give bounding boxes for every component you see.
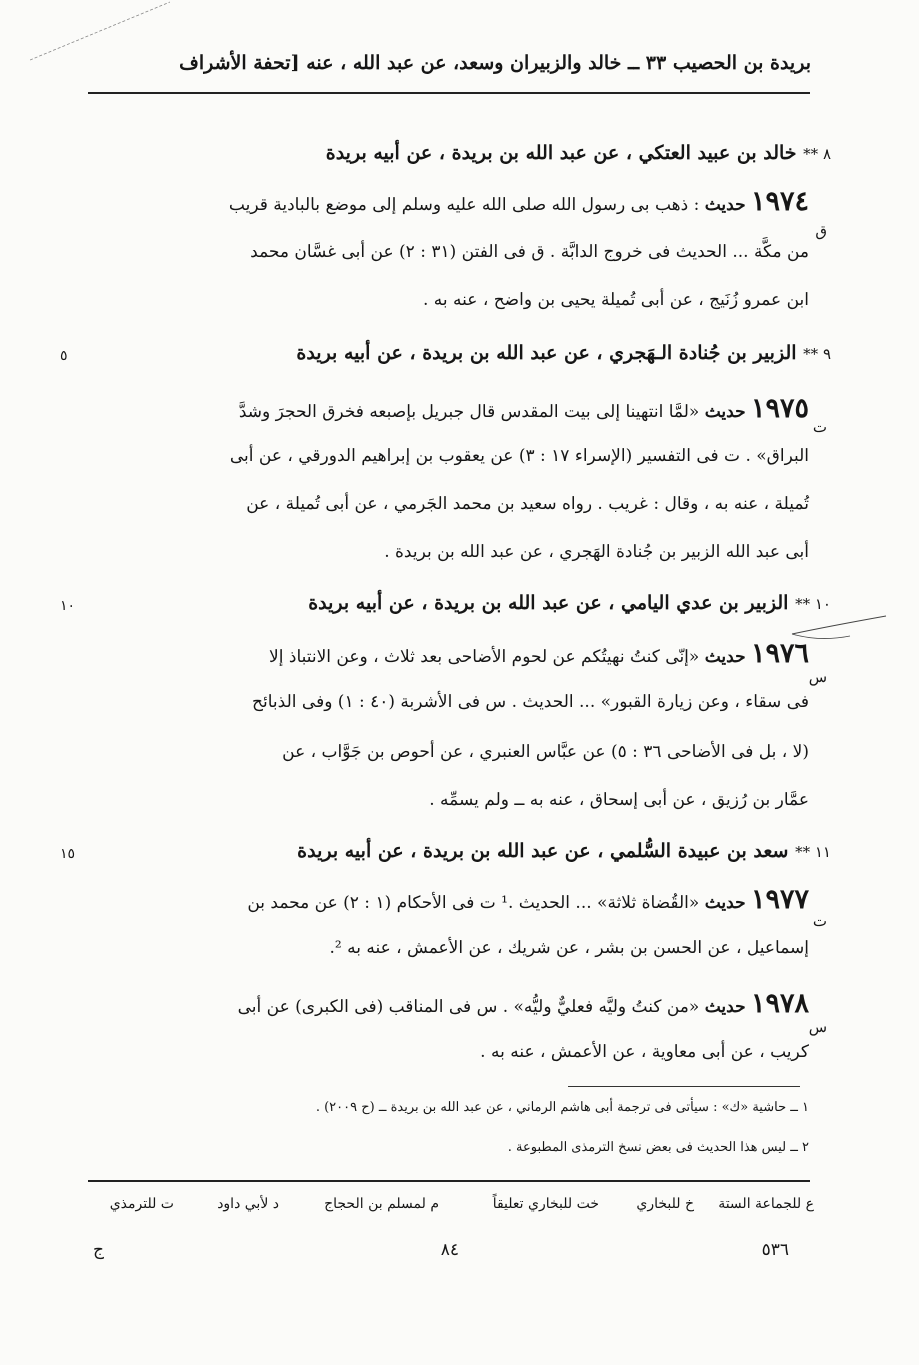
- hadith-label: حديث: [704, 647, 746, 667]
- section-title: خالد بن عبيد العتكي ، عن عبد الله بن بريدة ، عن أبيه بريدة: [325, 142, 797, 164]
- source-siglum: س: [808, 1018, 827, 1036]
- abbreviation-item: ع للجماعة الستة: [718, 1196, 814, 1212]
- volume-letter: ج: [93, 1240, 104, 1260]
- hadith-1977-line-2: إسماعيل ، عن الحسن بن بشر ، عن شريك ، عن الأعمش ، عنه به ².: [329, 938, 809, 958]
- hadith-1975-line-4: أبى عبد الله الزبير بن جُنادة الهَجري ، عن عبد الله بن بريدة .: [384, 542, 809, 562]
- abbreviation-item: ت للترمذي: [109, 1196, 174, 1212]
- hadith-1978-line-2: كريب ، عن أبى معاوية ، عن الأعمش ، عنه به .: [480, 1042, 809, 1062]
- abbreviation-item: خت للبخاري تعليقاً: [492, 1196, 599, 1212]
- hadith-1978-line-1: [238, 988, 809, 1019]
- footnote-rule: [568, 1086, 800, 1087]
- hadith-label: حديث: [704, 195, 746, 215]
- header-rule: [88, 92, 810, 94]
- abbreviation-item: م لمسلم بن الحجاج: [324, 1196, 439, 1212]
- hadith-number: ١٩٧٤: [750, 186, 809, 217]
- hadith-text: «القُضاة ثلاثة» ... الحديث .¹ ت فى الأحكام (١ : ٢) عن محمد بن: [247, 893, 700, 913]
- hadith-1975-line-1: [239, 393, 809, 424]
- line-margin-number: ١٠: [60, 598, 76, 614]
- hadith-text: : ذهب بى رسول الله صلى الله عليه وسلم إلى موضع بالبادية قريب: [228, 195, 700, 215]
- hadith-number: ١٩٧٥: [750, 393, 809, 424]
- page-number-right: ٥٣٦: [761, 1240, 789, 1260]
- source-siglum: ت: [812, 912, 827, 930]
- hadith-text: «إنّى كنتُ نهيتُكم عن لحوم الأضاحى بعد ثلاث ، وعن الانتباذ إلا: [269, 647, 700, 667]
- section-9-heading: [296, 342, 831, 364]
- page-number-center: ٨٤: [440, 1240, 459, 1260]
- hadith-1975-line-3: تُميلة ، عنه به ، وقال : غريب . رواه سعيد بن محمد الجَرمي ، عن أبى تُميلة ، عن: [246, 494, 809, 514]
- pencil-scratch-mark: [30, 0, 170, 70]
- section-title: الزبير بن جُنادة الـهَجري ، عن عبد الله بن بريدة ، عن أبيه بريدة: [296, 342, 797, 364]
- abbreviation-item: د لأبي داود: [217, 1196, 279, 1212]
- footnote-2: ٢ ــ ليس هذا الحديث فى بعض نسخ الترمذى المطبوعة .: [507, 1140, 809, 1155]
- hadith-text: «لمَّا انتهينا إلى بيت المقدس قال جبريل بإصبعه فخرق الحجرَ وشدَّ: [238, 402, 700, 422]
- hadith-1976-line-3: (لا ، بل فى الأضاحى ٣٦ : ٥) عن عبَّاس العنبري ، عن أحوص بن جَوَّاب ، عن: [282, 742, 809, 762]
- hadith-1974-line-3: ابن عمرو زُنَيج ، عن أبى تُميلة يحيى بن واضح ، عنه به .: [422, 290, 809, 310]
- hadith-number: ١٩٧٦: [750, 638, 809, 669]
- abbreviation-item: خ للبخاري: [636, 1196, 694, 1212]
- section-title: الزبير بن عدي اليامي ، عن عبد الله بن بريدة ، عن أبيه بريدة: [308, 592, 789, 614]
- hadith-label: حديث: [704, 402, 746, 422]
- hadith-1976-line-2: فى سقاء ، وعن زيارة القبور» ... الحديث . س فى الأشربة (٤٠ : ١) وفى الذبائح: [252, 692, 809, 712]
- hadith-text: «من كنتُ وليَّه فعليٌّ وليُّه» . س فى المناقب (فى الكبرى) عن أبى: [237, 997, 700, 1017]
- section-10-heading: [308, 592, 831, 614]
- footnote-1: ١ ــ حاشية «ك» : سيأتى فى ترجمة أبى هاشم الرماني ، عن عبد الله بن بريدة ــ (ح ٢٠٠٩) .: [315, 1100, 809, 1115]
- running-header: بريدة بن الحصيب ٣٣ ــ خالد والزبيران وسعد، عن عبد الله ، عنه [تحفة الأشراف: [179, 52, 811, 74]
- section-number: ١١ **: [795, 843, 831, 861]
- section-number: ١٠ **: [795, 595, 831, 613]
- section-8-heading: [326, 142, 831, 164]
- section-number: ٩ **: [803, 345, 831, 363]
- section-11-heading: [297, 840, 831, 862]
- hadith-1975-line-2: البراق» . ت فى التفسير (الإسراء ١٧ : ٣) عن يعقوب بن إبراهيم الدورقي ، عن أبى: [229, 446, 809, 466]
- hadith-1976-line-4: عمَّار بن رُزيق ، عن أبى إسحاق ، عنه به ــ ولم يسمِّه .: [429, 790, 809, 810]
- source-siglum: ت: [812, 418, 827, 436]
- section-number: ٨ **: [803, 145, 831, 163]
- section-title: سعد بن عبيدة السُّلمي ، عن عبد الله بن بريدة ، عن أبيه بريدة: [297, 840, 789, 862]
- source-siglum: ق: [815, 222, 827, 240]
- hadith-1976-line-1: [269, 638, 809, 669]
- line-margin-number: ٥: [60, 348, 68, 364]
- line-margin-number: ١٥: [60, 846, 76, 862]
- hadith-label: حديث: [704, 893, 746, 913]
- abbreviations-rule: [88, 1180, 810, 1182]
- hadith-1977-line-1: [247, 884, 809, 915]
- source-siglum: س: [808, 668, 827, 686]
- hadith-1974-line-2: من مكَّة ... الحديث فى خروج الدابَّة . ق فى الفتن (٣١ : ٢) عن أبى غسَّان محمد: [250, 242, 809, 262]
- hadith-1974-line-1: [229, 186, 809, 217]
- hadith-number: ١٩٧٧: [750, 884, 809, 915]
- hadith-label: حديث: [704, 997, 746, 1017]
- hadith-number: ١٩٧٨: [750, 988, 809, 1019]
